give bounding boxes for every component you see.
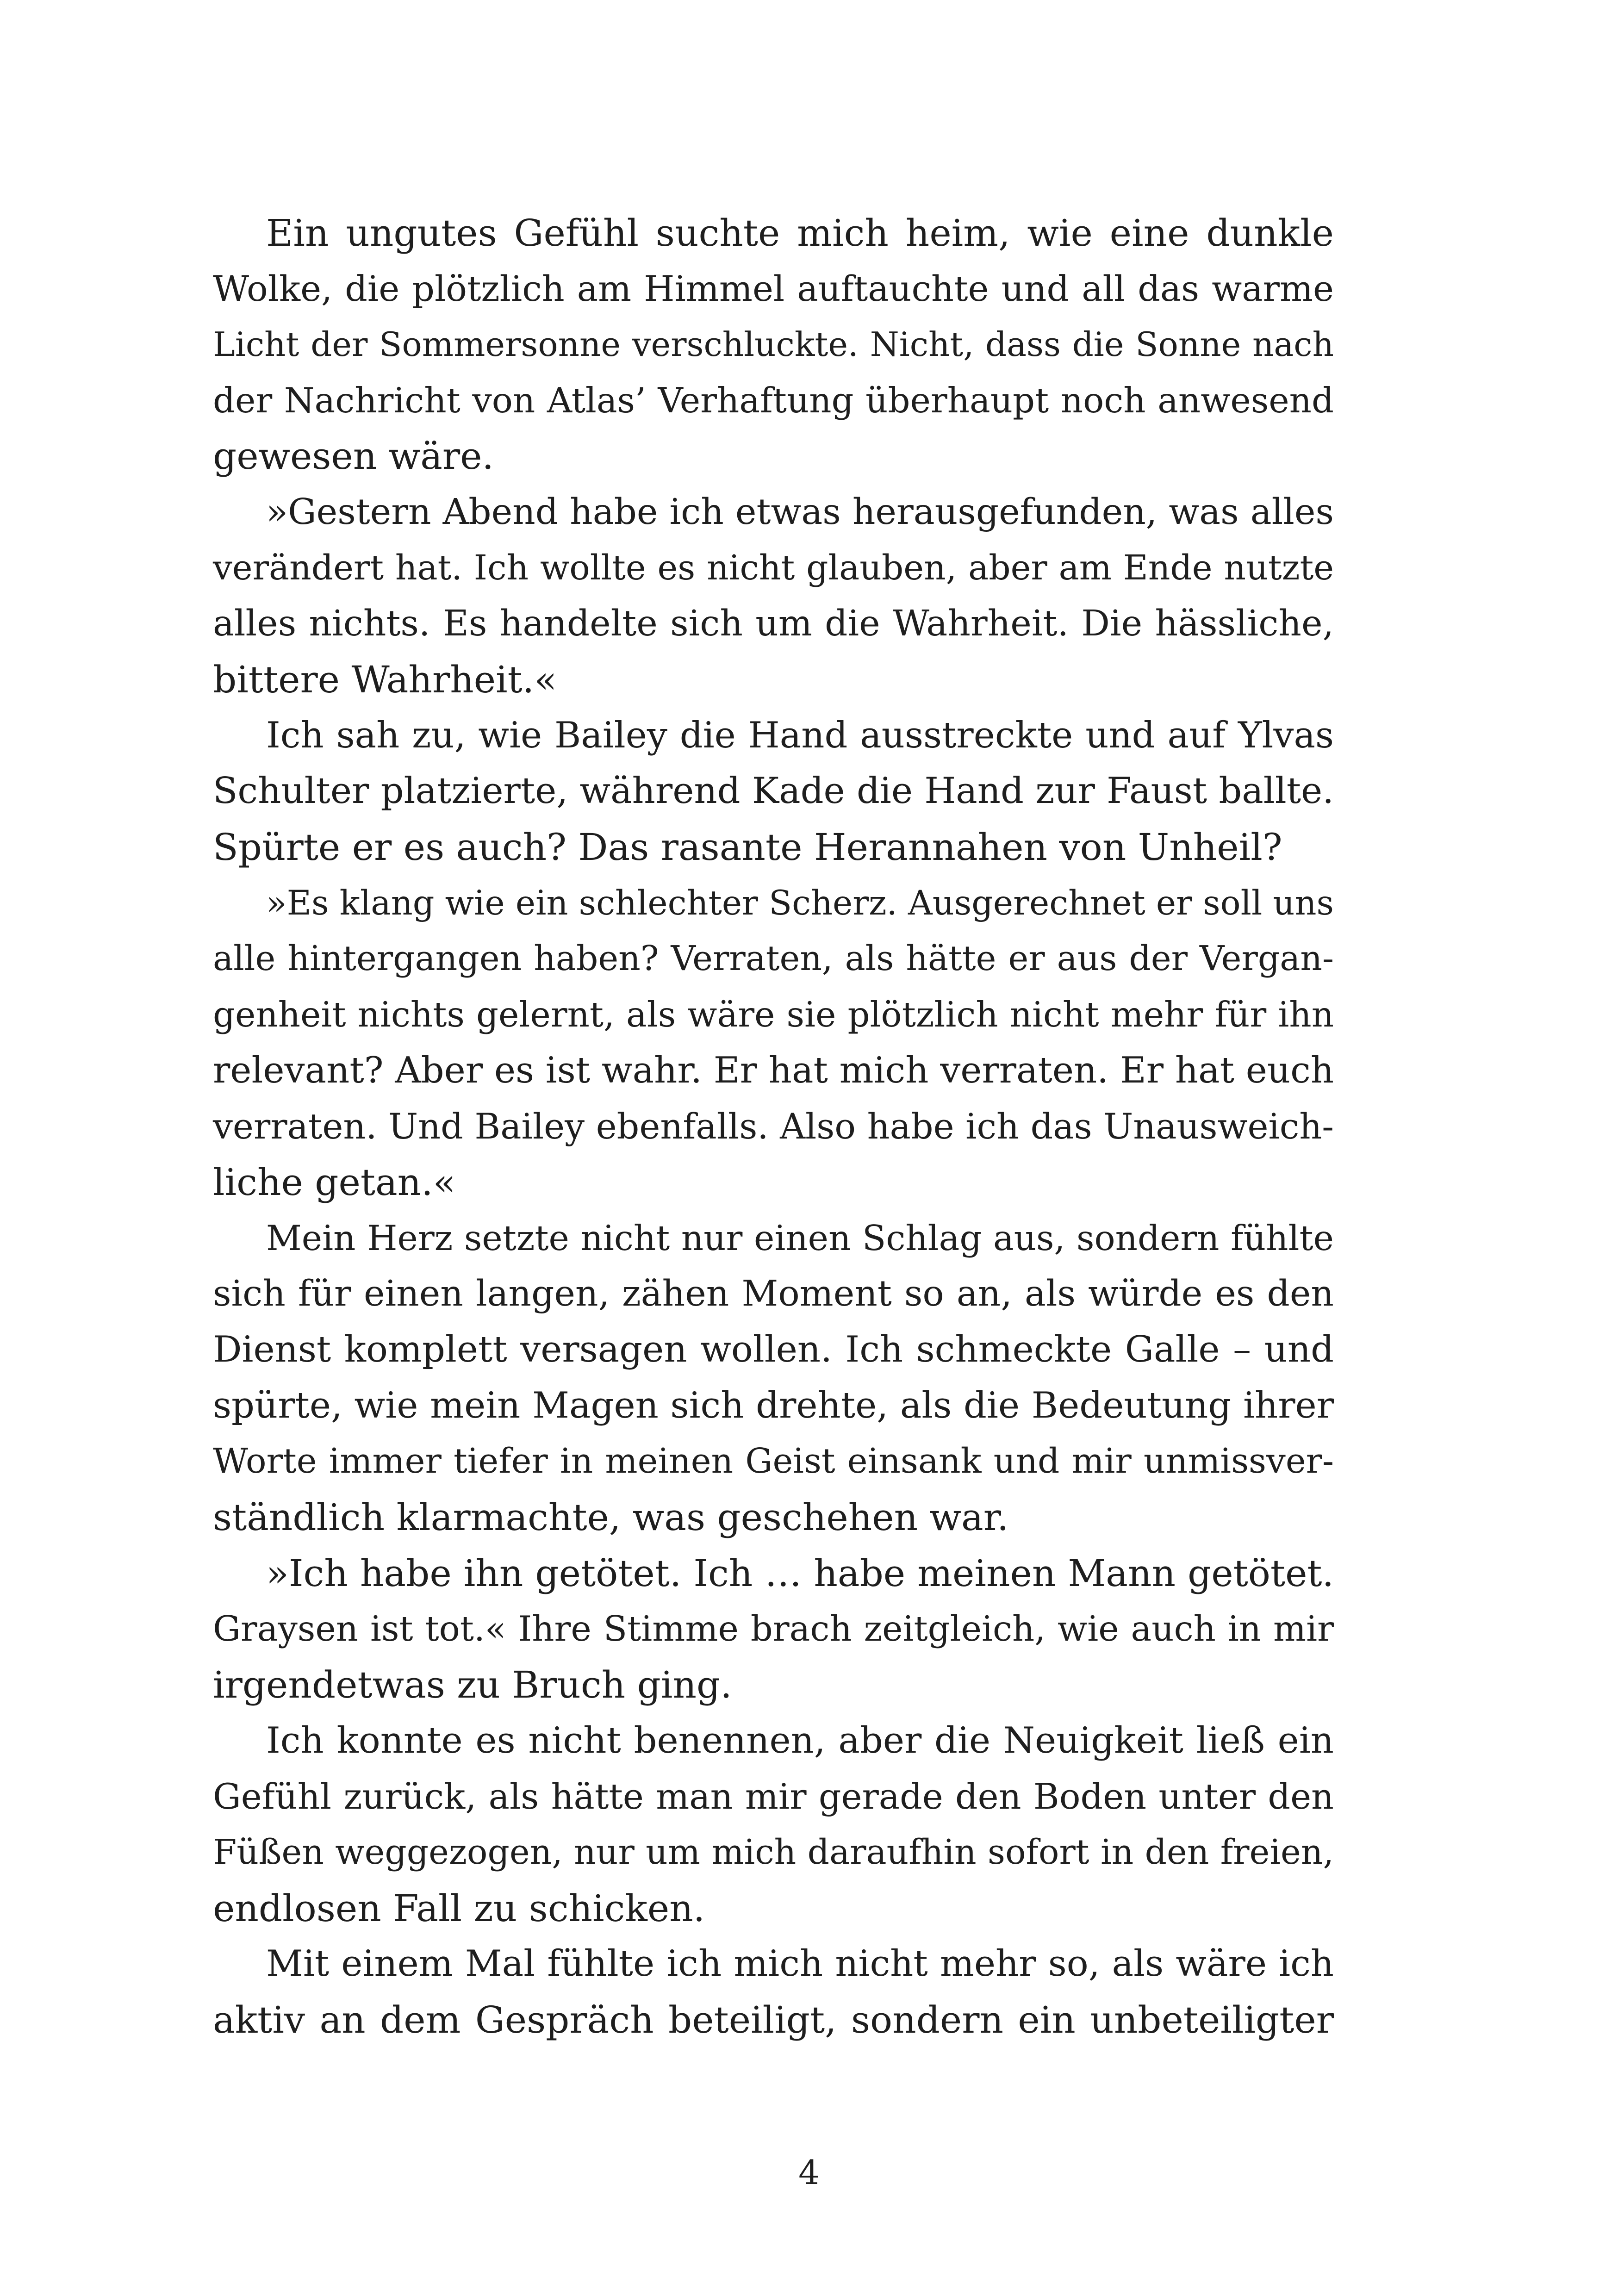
text-line: relevant? Aber es ist wahr. Er hat mich verraten. Er hat euch [213, 1050, 1334, 1091]
text-line: bittere Wahrheit.« [213, 658, 557, 701]
text-line: Schulter platzierte, während Kade die Hand zur Faust ballte. [213, 770, 1334, 812]
text-line: verändert hat. Ich wollte es nicht glauben, aber am Ende nutzte [213, 548, 1334, 588]
text-line: spürte, wie mein Magen sich drehte, als die Bedeutung ihrer [213, 1385, 1334, 1426]
text-line: »Ich habe ihn getötet. Ich … habe meinen Mann getötet. [266, 1552, 1334, 1595]
text-line: gewesen wäre. [213, 435, 494, 478]
text-line: Gefühl zurück, als hätte man mir gerade den Boden unter den [213, 1776, 1334, 1817]
text-line: liche getan.« [213, 1161, 456, 1204]
text-line: Füßen weggezogen, nur um mich daraufhin sofort in den freien, [213, 1832, 1334, 1872]
text-line: Mit einem Mal fühlte ich mich nicht mehr so, als wäre ich [266, 1943, 1334, 1985]
text-line: »Es klang wie ein schlechter Scherz. Ausgerechnet er soll uns [266, 884, 1334, 923]
text-line: Worte immer tiefer in meinen Geist einsank und mir unmissver- [213, 1441, 1334, 1481]
text-line: Ein ungutes Gefühl suchte mich heim, wie eine dunkle [266, 212, 1334, 255]
text-line: alles nichts. Es handelte sich um die Wahrheit. Die hässliche, [213, 603, 1334, 644]
text-line: Ich konnte es nicht benennen, aber die Neuigkeit ließ ein [266, 1720, 1334, 1761]
text-line: Dienst komplett versagen wollen. Ich schmeckte Galle – und [213, 1329, 1334, 1370]
text-line: Mein Herz setzte nicht nur einen Schlag aus, sondern fühlte [266, 1218, 1334, 1258]
text-line: ständlich klarmachte, was geschehen war. [213, 1496, 1009, 1539]
text-line: Ich sah zu, wie Bailey die Hand ausstreckte und auf Ylvas [266, 715, 1334, 756]
text-line: Spürte er es auch? Das rasante Herannahen von Unheil? [213, 826, 1282, 869]
text-line: Graysen ist tot.« Ihre Stimme brach zeitgleich, wie auch in mir [213, 1608, 1334, 1649]
text-line: aktiv an dem Gespräch beteiligt, sondern ein unbeteiligter [213, 1998, 1334, 2041]
text-line: Licht der Sommersonne verschluckte. Nicht, dass die Sonne nach [213, 325, 1334, 364]
text-line: alle hintergangen haben? Verraten, als hätte er aus der Vergan- [213, 939, 1334, 978]
text-line: verraten. Und Bailey ebenfalls. Also habe ich das Unausweich- [213, 1106, 1334, 1147]
page-number: 4 [798, 2153, 820, 2192]
text-line: endlosen Fall zu schicken. [213, 1887, 705, 1930]
text-line: sich für einen langen, zähen Moment so an, als würde es den [213, 1273, 1334, 1314]
text-line: der Nachricht von Atlas’ Verhaftung überhaupt noch anwesend [213, 380, 1334, 421]
text-line: Wolke, die plötzlich am Himmel auftauchte und all das warme [213, 268, 1334, 309]
text-line: »Gestern Abend habe ich etwas herausgefunden, was alles [266, 492, 1334, 533]
text-line: genheit nichts gelernt, als wäre sie plötzlich nicht mehr für ihn [213, 994, 1334, 1035]
text-line: irgendetwas zu Bruch ging. [213, 1663, 732, 1706]
